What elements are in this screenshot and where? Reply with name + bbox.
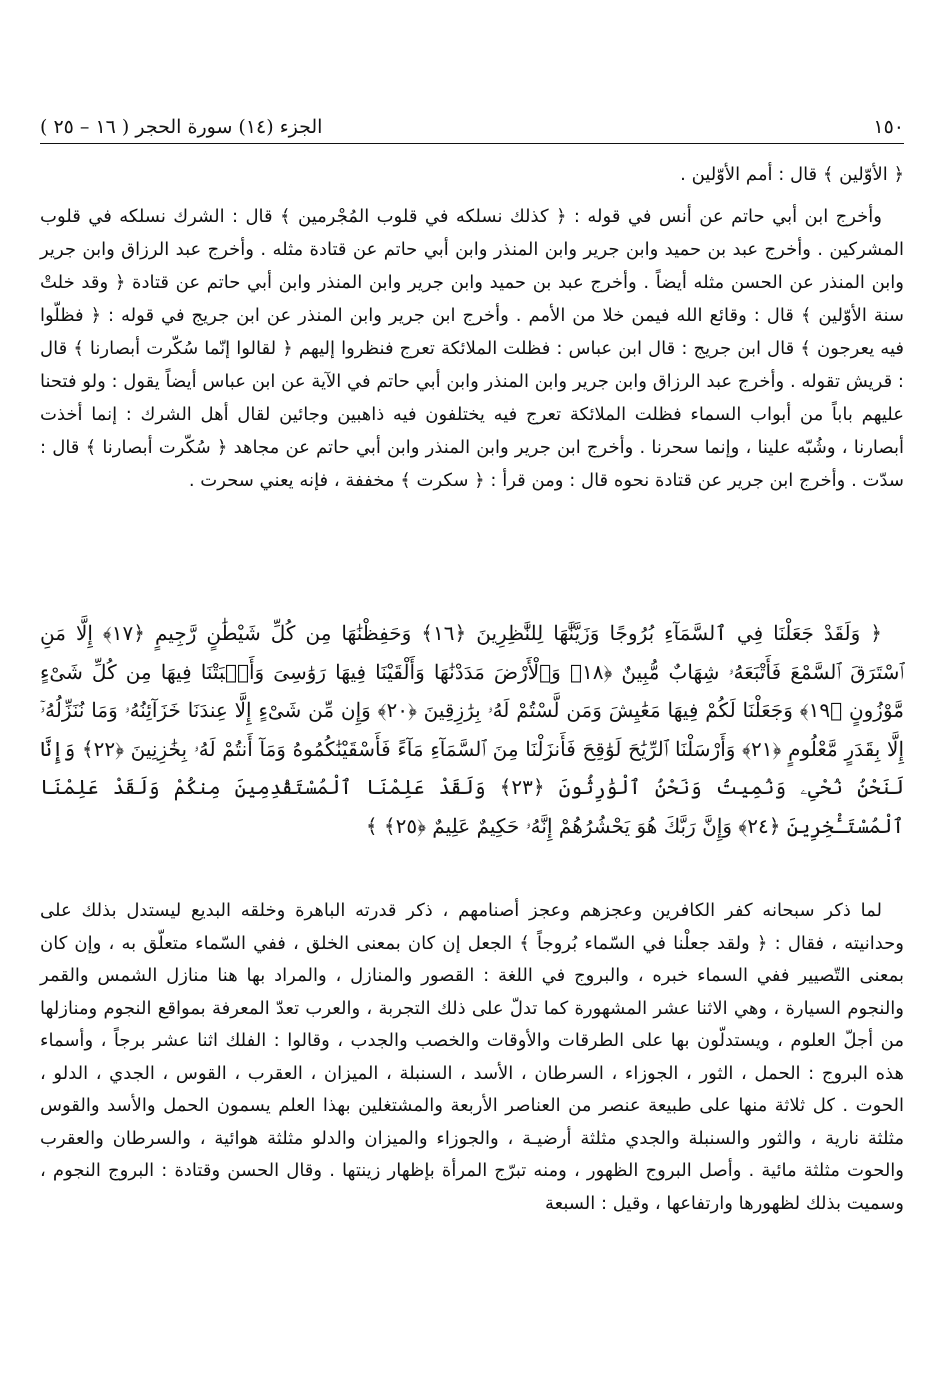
commentary-narrations <box>40 200 904 497</box>
header-divider <box>40 143 904 144</box>
commentary-continuation <box>40 158 904 191</box>
running-title: الجزء (١٤) سورة الحجر ( ١٦ – ٢٥ ) <box>40 116 323 138</box>
quran-verses-text: ﴿ وَلَقَدْ جَعَلْنَا فِي ٱلسَّمَآءِ بُرُوجًا وَزَيَّنَّٰهَا لِلنَّٰظِرِينَ ﴿١٦﴾ وَحَفِظْنَٰهَا مِن كُلِّ شَيْطَٰنٍ رَّجِيمٍ ﴿١٧﴾ إِلَّا مَنِ ٱسْتَرَقَ ٱلسَّمْعَ فَأَتْبَعَهُۥ شِهَابٌ مُّبِينٌ ﴿١٨﴾ وَٱلْأَرْضَ مَدَدْنَٰهَا وَأَلْقَيْنَا فِيهَا رَوَٰسِىَ وَأَنۢبَتْنَا فِيهَا مِن كُلِّ شَىْءٍ مَّوْزُونٍ ﴿١٩﴾ وَجَعَلْنَا لَكُمْ فِيهَا مَعَٰيِشَ وَمَن لَّسْتُمْ لَهُۥ بِرَٰزِقِينَ ﴿٢٠﴾ وَإِن مِّن شَىْءٍ إِلَّا عِندَنَا خَزَآئِنُهُۥ وَمَا نُنَزِّلُهُۥٓ إِلَّا بِقَدَرٍ مَّعْلُومٍ ﴿٢١﴾ وَأَرْسَلْنَا ٱلرِّيَٰحَ لَوَٰقِحَ فَأَنزَلْنَا مِنَ ٱلسَّمَآءِ مَآءً فَأَسْقَيْنَٰكُمُوهُ وَمَآ أَنتُمْ لَهُۥ بِخَٰزِنِينَ ﴿٢٢﴾ وَإِنَّا لَنَحْنُ نُحْىِۦ وَنُمِيتُ وَنَحْنُ ٱلْوَٰرِثُونَ ﴿٢٣﴾ وَلَقَدْ عَلِمْنَا ٱلْمُسْتَقْدِمِينَ مِنكُمْ وَلَقَدْ عَلِمْنَا ٱلْمُسْتَـْٔخِرِينَ ﴿٢٤﴾ وَإِنَّ رَبَّكَ هُوَ يَحْشُرُهُمْ إِنَّهُۥ حَكِيمٌ عَلِيمٌ ﴿٢٥﴾ ﴾ <box>40 621 905 838</box>
paragraph-opening: ﴿ الأوّلين ﴾ قال : أمم الأوّلين . <box>680 164 904 185</box>
paragraph-explanation: لما ذكر سبحانه كفر الكافرين وعجزهم وعجز أصنامهم ، ذكر قدرته الباهرة وخلقه البديع ليستدل بذلك على وحدانيته ، فقال : ﴿ ولقد جعلْنا في السّماء بُروجاً ﴾ الجعل إن كان بمعنى الخلق ، ففي السّماء متعلّق به ، وإن كان بمعنى التّصيير ففي السماء خبره ، والبروج في اللغة : القصور والمنازل ، والمراد بها هنا منازل الشمس والقمر والنجوم السيارة ، وهي الاثنا عشر المشهورة كما تدلّ على ذلك التجربة ، والعرب تعدّ المعرفة بمواقع النجوم ومنازلها من أجلّ العلوم ، ويستدلّون بها على الطرقات والأوقات والخصب والجدب ، وقالوا : الفلك اثنا عشر برجاً ، وأسماء هذه البروج : الحمل ، الثور ، الجوزاء ، السرطان ، الأسد ، السنبلة ، الميزان ، العقرب ، القوس ، الجدي ، الدلو ، الحوت . كل ثلاثة منها على طبيعة عنصر من العناصر الأربعة والمشتغلين بهذا العلم يسمون الحمل والأسد والقوس مثلثة نارية ، والثور والسنبلة والجدي مثلثة أرضيـة ، والجوزاء والميزان والدلو مثلثة هوائية ، والسرطان والعقرب والحوت مثلثة مائية . وأصل البروج الظهور ، ومنه تبرّج المرأة بإظهار زينتها . وقال الحسن وقتادة : البروج النجوم ، وسميت بذلك لظهورها وارتفاعها ، وقيل : السبعة <box>40 900 904 1214</box>
quran-verses-block <box>40 614 904 845</box>
commentary-explanation <box>40 895 904 1220</box>
page-header <box>40 104 904 138</box>
paragraph-narrations: وأخرج ابن أبي حاتم عن أنس في قوله : ﴿ كذلك نسلكه في قلوب المُجْرمين ﴾ قال : الشرك نسلكه في قلوب المشركين . وأخرج عبد بن حميد وابن جرير وابن المنذر وابن أبي حاتم عن قتادة مثله . وأخرج عبد الرزاق وابن جرير وابن المنذر عن الحسن مثله أيضاً . وأخرج عبد بن حميد وابن جرير وابن المنذر وابن أبي حاتم عن قتادة ﴿ وقد خلتْ سنة الأوّلين ﴾ قال : وقائع الله فيمن خلا من الأمم . وأخرج ابن جرير وابن المنذر عن ابن جريج في قوله : ﴿ فظلّوا فيه يعرجون ﴾ قال ابن جريج : قال ابن عباس : فظلت الملائكة تعرج فنظروا إليهم ﴿ لقالوا إنّما سُكّرت أبصارنا ﴾ قال : قريش تقوله . وأخرج عبد الرزاق وابن جرير وابن المنذر وابن أبي حاتم في الآية عن ابن عباس أيضاً يقول : ولو فتحنا عليهم باباً من أبواب السماء فظلت الملائكة تعرج فيه يختلفون فيه ذاهبين وجائين لقال أهل الشرك : إنما أخذت أبصارنا ، وشُبّه علينا ، وإنما سحرنا . وأخرج ابن جرير وابن المنذر وابن أبي حاتم عن مجاهد ﴿ سُكّرت أبصارنا ﴾ قال : سدّت . وأخرج ابن جرير عن قتادة نحوه قال : ومن قرأ : ﴿ سكرت ﴾ مخففة ، فإنه يعني سحرت . <box>40 206 904 491</box>
page-number: ١٥٠ <box>873 116 904 138</box>
